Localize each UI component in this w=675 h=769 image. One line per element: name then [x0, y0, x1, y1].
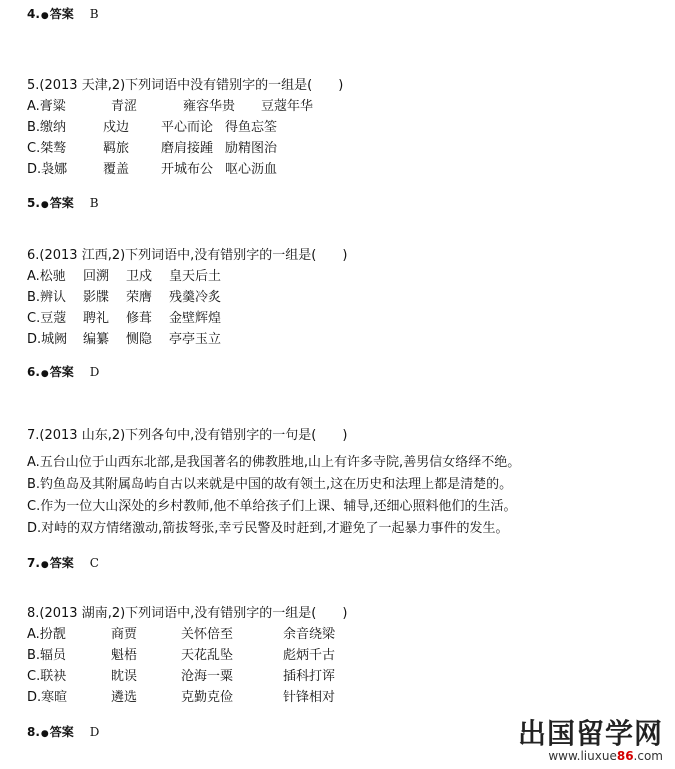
answer-value: B — [89, 196, 99, 210]
option-b: B.钓鱼岛及其附属岛屿自古以来就是中国的故有领土,这在历史和法理上都是清楚的。 — [27, 477, 513, 492]
option-word: 回溯 — [83, 269, 110, 284]
question-stem: 7.(2013 山东,2)下列各句中,没有错别字的一句是( ) — [27, 428, 348, 443]
option-word: 插科打诨 — [283, 669, 336, 684]
option-row-c — [27, 666, 347, 687]
option-row-b — [27, 645, 347, 666]
option-word: D.城阙 — [27, 332, 68, 347]
option-word: B.辐员 — [27, 648, 67, 663]
option-word: C.豆蔻 — [27, 311, 67, 326]
option-word: 恻隐 — [126, 332, 153, 347]
option-row-d — [27, 687, 347, 708]
option-word: 修葺 — [126, 311, 153, 326]
option-word: 励精图治 — [225, 141, 278, 156]
bullet-icon: ● — [40, 729, 49, 739]
option-word: 余音绕梁 — [283, 627, 336, 642]
option-word: 克勤克俭 — [181, 690, 234, 705]
option-word: 关怀倍至 — [181, 627, 234, 642]
option-word: C.联袂 — [27, 669, 67, 684]
option-row-a — [27, 266, 347, 287]
answer-7 — [27, 554, 99, 571]
option-word: 豆蔻年华 — [261, 99, 314, 114]
answer-value: C — [89, 556, 99, 570]
option-word: 彪炳千古 — [283, 648, 336, 663]
bullet-icon: ● — [40, 11, 49, 21]
option-word: 平心而论 — [161, 120, 214, 135]
answer-number: 8. — [27, 725, 40, 739]
option-word: 遴选 — [111, 690, 138, 705]
answer-6 — [27, 363, 99, 380]
option-row-c — [27, 308, 347, 329]
watermark-title: 出国留学网 — [517, 717, 663, 750]
answer-5 — [27, 194, 99, 211]
question-6 — [27, 245, 347, 350]
answer-value: D — [89, 365, 100, 379]
option-a: A.五台山位于山西东北部,是我国著名的佛教胜地,山上有许多寺院,善男信女络绎不绝。 — [27, 455, 521, 470]
answer-label: 答案 — [49, 725, 74, 739]
bullet-icon: ● — [40, 200, 49, 210]
answer-number: 5. — [27, 196, 40, 210]
option-word: 羁旅 — [103, 141, 130, 156]
option-word: 得鱼忘筌 — [225, 120, 278, 135]
answer-label: 答案 — [49, 196, 74, 210]
option-word: 影牒 — [83, 290, 110, 305]
bullet-icon: ● — [40, 560, 49, 570]
option-word: B.辨认 — [27, 290, 67, 305]
option-word: A.扮靓 — [27, 627, 66, 642]
watermark-url — [518, 749, 663, 763]
option-row-a — [27, 624, 347, 645]
option-word: 开城布公 — [161, 162, 214, 177]
option-word: 覆盖 — [103, 162, 130, 177]
option-word: 聘礼 — [83, 311, 110, 326]
option-c: C.作为一位大山深处的乡村教师,他不单给孩子们上课、辅导,还细心照料他们的生活。 — [27, 499, 517, 514]
option-word: D.袅娜 — [27, 162, 68, 177]
option-word: 雍容华贵 — [183, 99, 236, 114]
option-word: 亭亭玉立 — [169, 332, 222, 347]
answer-number: 4. — [27, 7, 40, 21]
option-word: C.桀骜 — [27, 141, 67, 156]
site-watermark — [518, 719, 663, 763]
option-row-b — [27, 117, 343, 138]
option-word: 沧海一粟 — [181, 669, 234, 684]
answer-value: B — [89, 7, 99, 21]
question-stem: 6.(2013 江西,2)下列词语中,没有错别字的一组是( ) — [27, 248, 348, 263]
question-7 — [27, 425, 520, 540]
option-word: 戍边 — [103, 120, 130, 135]
answer-number: 6. — [27, 365, 40, 379]
option-word: 魁梧 — [111, 648, 138, 663]
answer-label: 答案 — [49, 7, 74, 21]
option-word: 编纂 — [83, 332, 110, 347]
option-row-d — [27, 159, 343, 180]
option-word: 青涩 — [111, 99, 138, 114]
option-word: 针锋相对 — [283, 690, 336, 705]
option-word: B.缴纳 — [27, 120, 67, 135]
option-word: 卫戍 — [126, 269, 153, 284]
option-word: 眈误 — [111, 669, 138, 684]
answer-label: 答案 — [49, 365, 74, 379]
option-row-c — [27, 138, 343, 159]
option-word: 磨肩接踵 — [161, 141, 214, 156]
option-word: 呕心沥血 — [225, 162, 278, 177]
answer-number: 7. — [27, 556, 40, 570]
option-word: 荣膺 — [126, 290, 153, 305]
watermark-url-prefix: www.liuxue — [548, 749, 617, 763]
option-word: 商贾 — [111, 627, 138, 642]
answer-8 — [27, 723, 99, 740]
bullet-icon: ● — [40, 369, 49, 379]
option-row-a — [27, 96, 343, 117]
option-word: D.寒暄 — [27, 690, 68, 705]
watermark-url-suffix: .com — [633, 749, 663, 763]
answer-4 — [27, 5, 99, 22]
option-word: 金壁辉煌 — [169, 311, 222, 326]
option-word: A.松驰 — [27, 269, 66, 284]
option-word: 皇天后土 — [169, 269, 222, 284]
option-row-b — [27, 287, 347, 308]
question-stem: 5.(2013 天津,2)下列词语中没有错别字的一组是( ) — [27, 78, 344, 93]
question-stem: 8.(2013 湖南,2)下列词语中,没有错别字的一组是( ) — [27, 606, 348, 621]
question-5 — [27, 75, 343, 180]
option-d: D.对峙的双方情绪激动,箭拔弩张,幸亏民警及时赶到,才避免了一起暴力事件的发生。 — [27, 521, 509, 536]
answer-label: 答案 — [49, 556, 74, 570]
answer-value: D — [89, 725, 100, 739]
option-word: 残羹冷炙 — [169, 290, 222, 305]
option-row-d — [27, 329, 347, 350]
watermark-url-red: 86 — [616, 749, 634, 763]
option-word: A.膏粱 — [27, 99, 66, 114]
question-8 — [27, 603, 347, 708]
option-word: 天花乱坠 — [181, 648, 234, 663]
